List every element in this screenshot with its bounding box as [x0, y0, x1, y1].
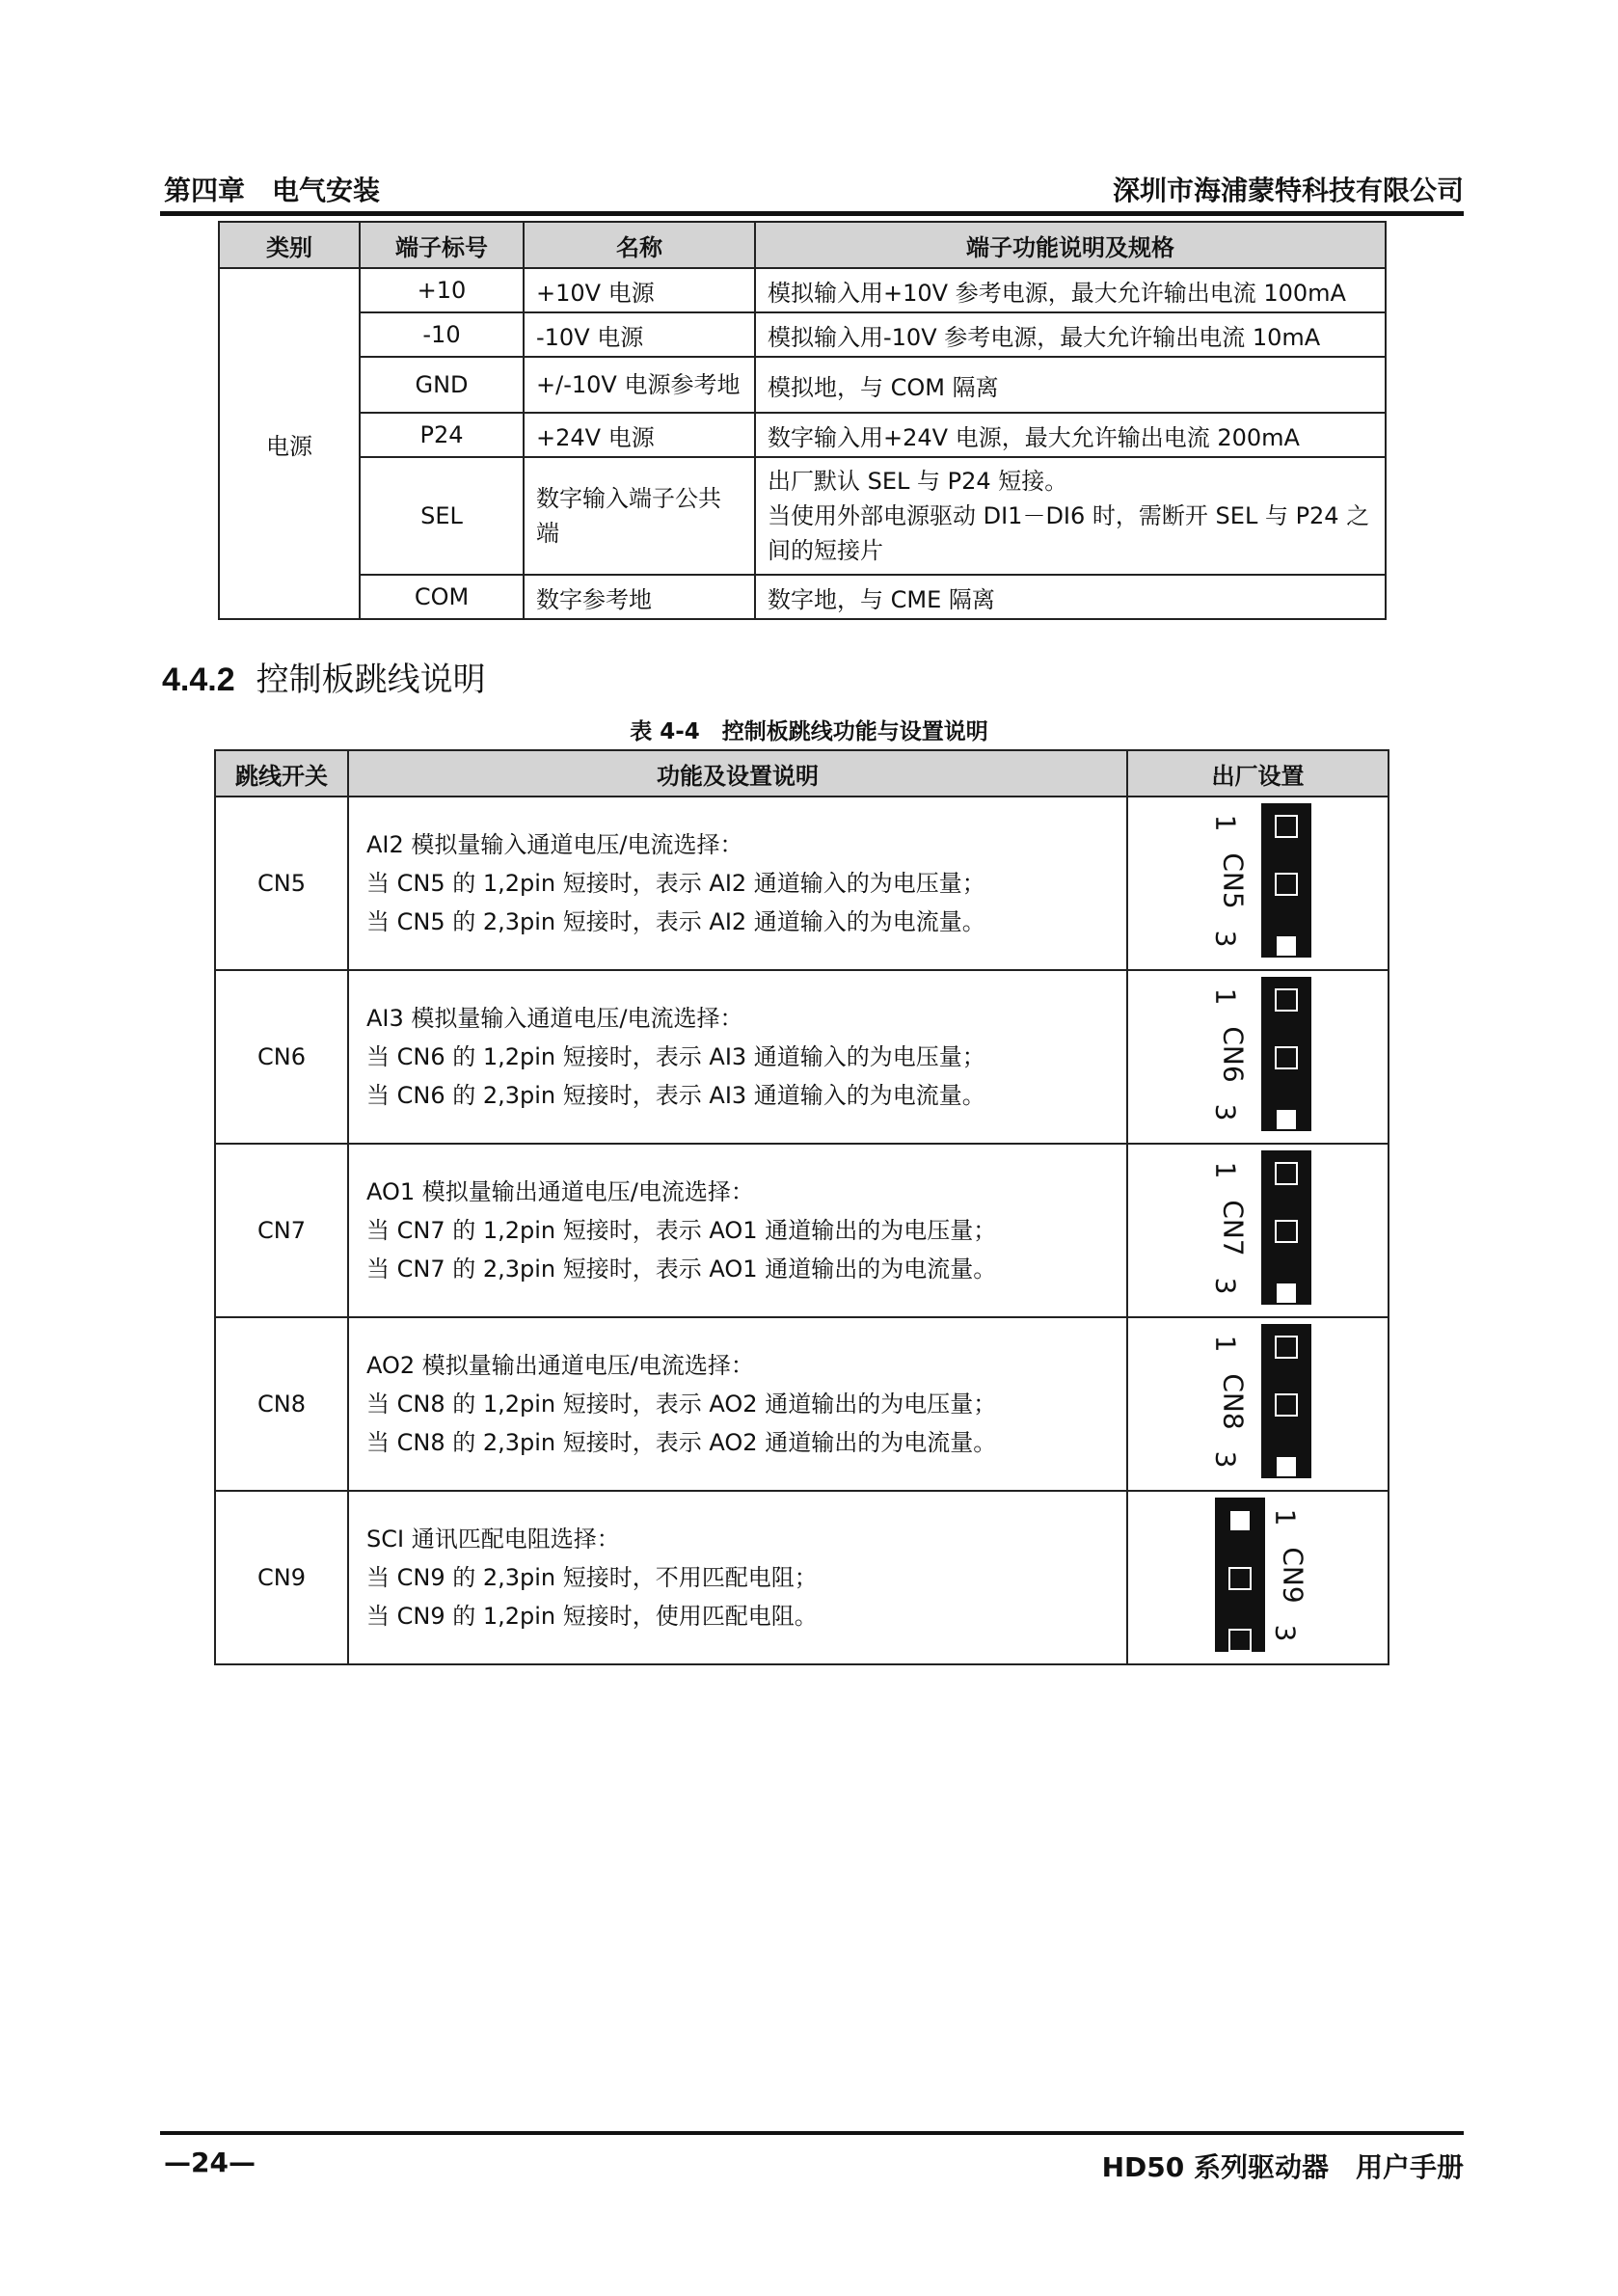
- jumper-pin-3: [1275, 1108, 1298, 1131]
- jumper-label: CN5: [1217, 852, 1250, 909]
- jumper-diagram: [1128, 1492, 1388, 1663]
- jumper-cell: [1127, 1144, 1389, 1317]
- terminal-cell: +10: [360, 268, 524, 312]
- jumper-pin3-label: 3: [1209, 930, 1242, 948]
- jumper-pin-2: [1275, 1393, 1298, 1417]
- col-header-terminal: 端子标号: [360, 222, 524, 268]
- jumper-pin3-label: 3: [1209, 1103, 1242, 1121]
- jumper-pin-3: [1275, 934, 1298, 958]
- jumper-diagram: [1128, 1145, 1388, 1316]
- jumper-pin-1: [1275, 988, 1298, 1012]
- jumper-pin1-label: 1: [1209, 1161, 1242, 1179]
- name-cell: -10V 电源: [524, 312, 755, 357]
- function-text: 出厂默认 SEL 与 P24 短接。: [768, 468, 1068, 495]
- function-text: 数字输入用+24V 电源，最大允许输出电流 200mA: [768, 423, 1300, 451]
- jumper-pin3-label: 3: [1209, 1450, 1242, 1469]
- function-cell: [755, 457, 1386, 575]
- section-heading: [162, 653, 486, 700]
- function-cell: [755, 413, 1386, 457]
- jumper-pin1-label: 1: [1209, 987, 1242, 1006]
- jumper-cell: [1127, 970, 1389, 1144]
- col-header-description: 功能及设置说明: [348, 750, 1127, 797]
- jumper-pin1-label: 1: [1209, 814, 1242, 832]
- table-row: [219, 312, 1386, 357]
- description-cell: [348, 970, 1127, 1144]
- table-row: [219, 413, 1386, 457]
- jumper-label: CN8: [1217, 1373, 1250, 1430]
- switch-cell: CN6: [215, 970, 348, 1144]
- function-text: 当使用外部电源驱动 DI1－DI6 时，需断开 SEL 与 P24 之间的短接片: [768, 502, 1370, 564]
- function-cell: [755, 268, 1386, 312]
- jumper-diagram: [1128, 971, 1388, 1143]
- description-line: AO1 模拟量输出通道电压/电流选择：: [366, 1178, 754, 1205]
- table-row: [219, 268, 1386, 312]
- switch-cell: CN5: [215, 797, 348, 970]
- jumper-label: CN7: [1217, 1200, 1250, 1256]
- description-line: 当 CN9 的 2,3pin 短接时，不用匹配电阻；: [366, 1564, 818, 1591]
- jumper-pin-1: [1275, 1162, 1298, 1185]
- table-row: [219, 457, 1386, 575]
- table-row: [215, 970, 1389, 1144]
- table-row: [219, 357, 1386, 413]
- function-cell: [755, 357, 1386, 413]
- jumper-diagram: [1128, 797, 1388, 969]
- description-cell: [348, 1317, 1127, 1491]
- name-cell: +/-10V 电源参考地: [524, 357, 755, 413]
- jumper-pin-3: [1275, 1282, 1298, 1305]
- section-title: 控制板跳线说明: [256, 661, 486, 699]
- jumper-diagram: [1128, 1318, 1388, 1490]
- table-row: [215, 1317, 1389, 1491]
- col-header-category: 类别: [219, 222, 360, 268]
- page-number: —24—: [164, 2147, 256, 2178]
- function-cell: [755, 312, 1386, 357]
- description-cell: [348, 1491, 1127, 1664]
- jumper-label: CN9: [1277, 1547, 1309, 1604]
- col-header-switch: 跳线开关: [215, 750, 348, 797]
- switch-cell: CN9: [215, 1491, 348, 1664]
- jumper-cell: [1127, 797, 1389, 970]
- table-caption: 表 4-4 控制板跳线功能与设置说明: [630, 719, 988, 744]
- jumper-pin-1: [1275, 815, 1298, 838]
- terminal-cell: GND: [360, 357, 524, 413]
- jumper-pin-2: [1275, 1220, 1298, 1243]
- function-text: 数字地，与 CME 隔离: [768, 585, 995, 613]
- description-line: 当 CN8 的 1,2pin 短接时，表示 AO2 通道输出的为电压量；: [366, 1391, 997, 1418]
- description-line: SCI 通讯匹配电阻选择：: [366, 1526, 620, 1553]
- col-header-name: 名称: [524, 222, 755, 268]
- jumper-pin3-label: 3: [1209, 1277, 1242, 1295]
- terminal-cell: COM: [360, 575, 524, 619]
- description-line: 当 CN7 的 2,3pin 短接时，表示 AO1 通道输出的为电流量。: [366, 1256, 997, 1283]
- jumper-pin-1: [1228, 1509, 1252, 1532]
- table-row: [219, 575, 1386, 619]
- description-line: AI2 模拟量输入通道电压/电流选择：: [366, 831, 743, 858]
- jumper-pin-3: [1228, 1629, 1252, 1652]
- jumper-label: CN6: [1217, 1026, 1250, 1083]
- description-line: 当 CN5 的 2,3pin 短接时，表示 AI2 通道输入的为电流量。: [366, 908, 985, 935]
- description-line: 当 CN9 的 1,2pin 短接时，使用匹配电阻。: [366, 1603, 818, 1630]
- function-cell: [755, 575, 1386, 619]
- jumper-pin-2: [1275, 873, 1298, 896]
- name-cell: +24V 电源: [524, 413, 755, 457]
- function-text: 模拟输入用+10V 参考电源，最大允许输出电流 100mA: [768, 279, 1346, 307]
- header-rule: [160, 211, 1464, 216]
- terminal-cell: -10: [360, 312, 524, 357]
- jumper-pin1-label: 1: [1269, 1508, 1302, 1526]
- jumper-cell: [1127, 1317, 1389, 1491]
- jumper-pin-2: [1275, 1046, 1298, 1069]
- section-number: 4.4.2: [162, 662, 235, 698]
- description-line: 当 CN6 的 2,3pin 短接时，表示 AI3 通道输入的为电流量。: [366, 1082, 985, 1109]
- jumper-pin3-label: 3: [1269, 1624, 1302, 1642]
- jumper-pin-2: [1228, 1567, 1252, 1590]
- footer-rule: [160, 2131, 1464, 2135]
- category-cell: 电源: [219, 268, 360, 619]
- jumper-pin1-label: 1: [1209, 1335, 1242, 1353]
- power-terminal-table: [218, 221, 1387, 620]
- jumper-pin-1: [1275, 1336, 1298, 1359]
- description-line: 当 CN8 的 2,3pin 短接时，表示 AO2 通道输出的为电流量。: [366, 1429, 997, 1456]
- switch-cell: CN7: [215, 1144, 348, 1317]
- switch-cell: CN8: [215, 1317, 348, 1491]
- terminal-cell: SEL: [360, 457, 524, 575]
- description-cell: [348, 797, 1127, 970]
- name-cell: 数字输入端子公共端: [524, 457, 755, 575]
- terminal-cell: P24: [360, 413, 524, 457]
- name-cell: 数字参考地: [524, 575, 755, 619]
- col-header-function: 端子功能说明及规格: [755, 222, 1386, 268]
- name-cell: +10V 电源: [524, 268, 755, 312]
- chapter-title: 第四章 电气安装: [164, 175, 381, 206]
- function-text: 模拟地，与 COM 隔离: [768, 373, 999, 401]
- description-line: AI3 模拟量输入通道电压/电流选择：: [366, 1005, 743, 1032]
- company-name: 深圳市海浦蒙特科技有限公司: [1112, 175, 1464, 206]
- table-row: [215, 1144, 1389, 1317]
- table-row: [215, 1491, 1389, 1664]
- description-line: 当 CN6 的 1,2pin 短接时，表示 AI3 通道输入的为电压量；: [366, 1043, 985, 1070]
- function-text: 模拟输入用-10V 参考电源，最大允许输出电流 10mA: [768, 323, 1321, 351]
- manual-title: HD50 系列驱动器 用户手册: [1101, 2151, 1464, 2183]
- col-header-factory-setting: 出厂设置: [1127, 750, 1389, 797]
- table-row: [215, 797, 1389, 970]
- description-line: 当 CN5 的 1,2pin 短接时，表示 AI2 通道输入的为电压量；: [366, 870, 985, 897]
- jumper-table: [214, 749, 1389, 1665]
- jumper-pin-3: [1275, 1455, 1298, 1478]
- description-cell: [348, 1144, 1127, 1317]
- description-line: 当 CN7 的 1,2pin 短接时，表示 AO1 通道输出的为电压量；: [366, 1217, 997, 1244]
- description-line: AO2 模拟量输出通道电压/电流选择：: [366, 1352, 754, 1379]
- jumper-cell: [1127, 1491, 1389, 1664]
